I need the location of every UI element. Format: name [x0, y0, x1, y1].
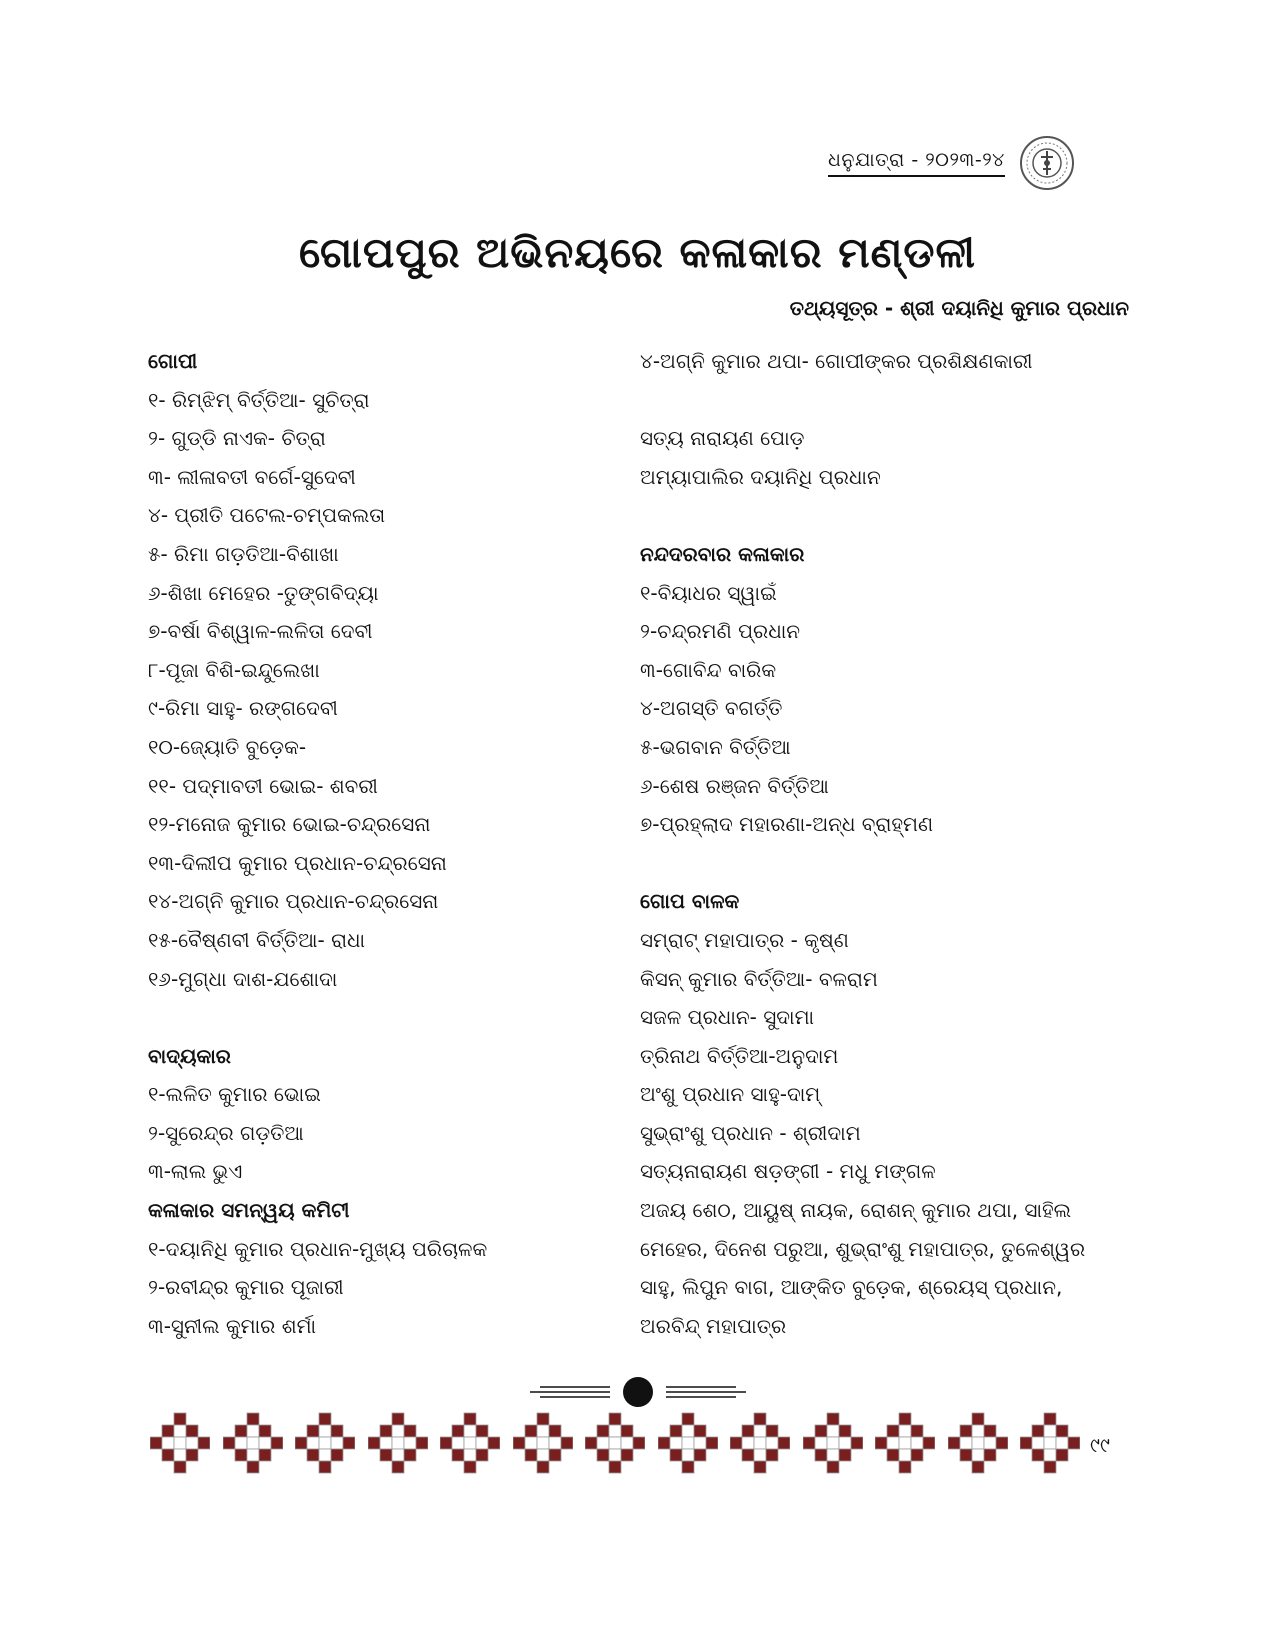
boy-item: ତ୍ରିନାଥ ବିର୍ତ୍ତିଆ-ଅନୁଦାମ — [640, 1043, 839, 1068]
other-members: ଅଜୟ ଶେଠ, ଆୟୁଷ୍ ନାୟକ, ରୋଶନ୍ କୁମାର ଥପା, ସାହିଲ ମେହେର, ଦିନେଶ ପରୁଆ, ଶୁଭ୍ରାଂଶୁ ମହାପାତ୍ର, ତୁଳେଶ୍ୱର ସାହୁ, ଲିପୁନ ବାଗ, ଆଙ୍କିତ ବୁଡ଼େକ, ଶ୍ରେୟସ୍ ପ୍ରଧାନ, ଅରବିନ୍ଦ୍ ମହାପାତ୍ର — [640, 1198, 1086, 1338]
cross-stitch-motif-icon — [440, 1405, 500, 1481]
cross-stitch-motif-icon — [585, 1405, 645, 1481]
musician-item: ୩-ଲାଲ ଭୁଏ — [148, 1159, 243, 1184]
gopi-item: ୧୫-ବୈଷ୍ଣବୀ ବିର୍ତ୍ତିଆ- ରାଧା — [148, 927, 366, 952]
credit-line: ସତ୍ୟ ନାରାୟଣ ପୋଡ଼ — [640, 426, 805, 451]
cross-stitch-motif-icon — [368, 1405, 428, 1481]
nanda-item: ୫-ଭଗବାନ ବିର୍ତ୍ତିଆ — [640, 734, 791, 759]
gopi-item: ୭-ବର୍ଷା ବିଶ୍ୱାଳ-ଲଳିତା ଦେବୀ — [148, 619, 373, 644]
gopi-item: ୫- ରିମା ଗଡ଼ତିଆ-ବିଶାଖା — [148, 541, 339, 566]
gopi-item: ୯-ରିମା ସାହୁ- ରଙ୍ଗଦେବୀ — [148, 696, 338, 721]
gopi-item: ୧୪-ଅଗ୍ନି କୁମାର ପ୍ରଧାନ-ଚନ୍ଦ୍ରସେନା — [148, 889, 439, 914]
source-credit: ତଥ୍ୟସୂତ୍ର - ଶ୍ରୀ ଦୟାନିଧି କୁମାର ପ୍ରଧାନ — [789, 296, 1129, 320]
decorative-border — [150, 1405, 1080, 1481]
nanda-heading: ନନ୍ଦଦରବାର କଳାକାର — [640, 541, 805, 566]
boy-item: ସତ୍ୟନାରାୟଣ ଷଡ଼ଙ୍ଗୀ - ମଧୁ ମଙ୍ଗଳ — [640, 1159, 936, 1184]
cross-stitch-motif-icon — [730, 1405, 790, 1481]
credit-line: ଅମ୍ୟାପାଲିର ଦୟାନିଧି ପ୍ରଧାନ — [640, 464, 881, 489]
boys-heading: ଗୋପ ବାଳକ — [640, 889, 740, 914]
cross-stitch-motif-icon — [803, 1405, 863, 1481]
boy-item: ସୁଭ୍ରାଂଶୁ ପ୍ରଧାନ - ଶ୍ରୀଦାମ — [640, 1120, 861, 1145]
gopi-item: ୮-ପୂଜା ବିଶି-ଇନ୍ଦୁଲେଖା — [148, 657, 320, 682]
gopi-item: ୪- ପ୍ରୀତି ପଟେଲ-ଚମ୍ପକଲତା — [148, 503, 386, 528]
gopi-item: ୬-ଶିଖା ମେହେର -ତୁଙ୍ଗବିଦ୍ୟା — [148, 580, 379, 605]
cross-stitch-motif-icon — [1020, 1405, 1080, 1481]
page-header — [828, 135, 1075, 191]
cross-stitch-motif-icon — [223, 1405, 283, 1481]
musicians-heading: ବାଦ୍ୟକାର — [148, 1043, 231, 1068]
committee-item: ୩-ସୁନୀଲ କୁମାର ଶର୍ମା — [148, 1313, 317, 1338]
committee-item: ୨-ରବୀନ୍ଦ୍ର କୁମାର ପୂଜାରୀ — [148, 1275, 344, 1300]
gopi-item: ୩- ଲୀଳାବତୀ ବର୍ଗେ-ସୁଦେବୀ — [148, 464, 356, 489]
nanda-item: ୨-ଚନ୍ଦ୍ରମଣି ପ୍ରଧାନ — [640, 619, 801, 644]
header-text: ଧନୁଯାତ୍ରା - ୨୦୨୩-୨୪ — [828, 149, 1005, 177]
cross-stitch-motif-icon — [875, 1405, 935, 1481]
gopi-item: ୧୧- ପଦ୍ମାବତୀ ଭୋଇ- ଶବରୀ — [148, 773, 378, 798]
boy-item: କିସନ୍ କୁମାର ବିର୍ତ୍ତିଆ- ବଳରାମ — [640, 966, 878, 991]
gopi-item: ୧୩-ଦିଲୀପ କୁମାର ପ୍ରଧାନ-ଚନ୍ଦ୍ରସେନା — [148, 850, 447, 875]
boy-item: ଅଂଶୁ ପ୍ରଧାନ ସାହୁ-ଦାମ୍ — [640, 1082, 821, 1107]
boy-item: ସମ୍ରାଟ୍ ମହାପାତ୍ର - କୃଷ୍ଣ — [640, 927, 849, 952]
musician-item: ୨-ସୁରେନ୍ଦ୍ର ଗଡ଼ତିଆ — [148, 1120, 304, 1145]
cross-stitch-motif-icon — [150, 1405, 210, 1481]
left-column — [148, 342, 618, 1345]
gopi-item: ୧- ରିମ୍‌ଝିମ୍ ବିର୍ତ୍ତିଆ- ସୁଚିତ୍ରା — [148, 387, 370, 412]
gopi-item: ୨- ଗୁଡ୍ଡି ନାଏକ- ଚିତ୍ରା — [148, 426, 326, 451]
page-number: ୯୯ — [1090, 1433, 1110, 1457]
nanda-item: ୬-ଶେଷ ରଞ୍ଜନ ବିର୍ତ୍ତିଆ — [640, 773, 829, 798]
page-title: ଗୋପପୁର ଅଭିନୟରେ କଳାକାର ମଣ୍ଡଳୀ — [299, 228, 976, 277]
right-column — [640, 342, 1130, 1345]
gopi-heading: ଗୋପୀ — [148, 349, 198, 373]
gopi-item: ୧୬-ମୁଗ୍ଧା ଦାଶ-ଯଶୋଦା — [148, 966, 338, 991]
cross-stitch-motif-icon — [658, 1405, 718, 1481]
nanda-item: ୩-ଗୋବିନ୍ଦ ବାରିକ — [640, 657, 777, 682]
nanda-item: ୪-ଅଗସ୍ତି ବଗର୍ତ୍ତି — [640, 696, 783, 721]
gopi-item: ୧୨-ମନୋଜ କୁମାର ଭୋଇ-ଚନ୍ଦ୍ରସେନା — [148, 812, 431, 837]
emblem-logo-icon — [1019, 135, 1075, 191]
boy-item: ସଜଳ ପ୍ରଧାନ- ସୁଦାମା — [640, 1005, 815, 1030]
cross-stitch-motif-icon — [295, 1405, 355, 1481]
cross-stitch-motif-icon — [948, 1405, 1008, 1481]
musician-item: ୧-ଲଳିତ କୁମାର ଭୋଇ — [148, 1082, 321, 1107]
gopi-item: ୧୦-ଜ୍ୟୋତି ବୁଡ଼େକ- — [148, 734, 307, 759]
cross-stitch-motif-icon — [513, 1405, 573, 1481]
trainer-line: ୪-ଅଗ୍ନି କୁମାର ଥପା- ଗୋପୀଙ୍କର ପ୍ରଶିକ୍ଷଣକାରୀ — [640, 349, 1033, 373]
committee-heading: କଳାକାର ସମନ୍ୱୟ କମିଟୀ — [148, 1198, 350, 1223]
nanda-item: ୧-ବିୟାଧର ସ୍ୱାଇଁ — [640, 580, 777, 605]
ornamental-divider-icon — [530, 1375, 746, 1409]
nanda-item: ୭-ପ୍ରହ୍ଲାଦ ମହାରଣା-ଅନ୍ଧ ବ୍ରାହ୍ମଣ — [640, 812, 934, 837]
committee-item: ୧-ଦୟାନିଧି କୁମାର ପ୍ରଧାନ-ମୁଖ୍ୟ ପରିଚାଳକ — [148, 1236, 488, 1261]
